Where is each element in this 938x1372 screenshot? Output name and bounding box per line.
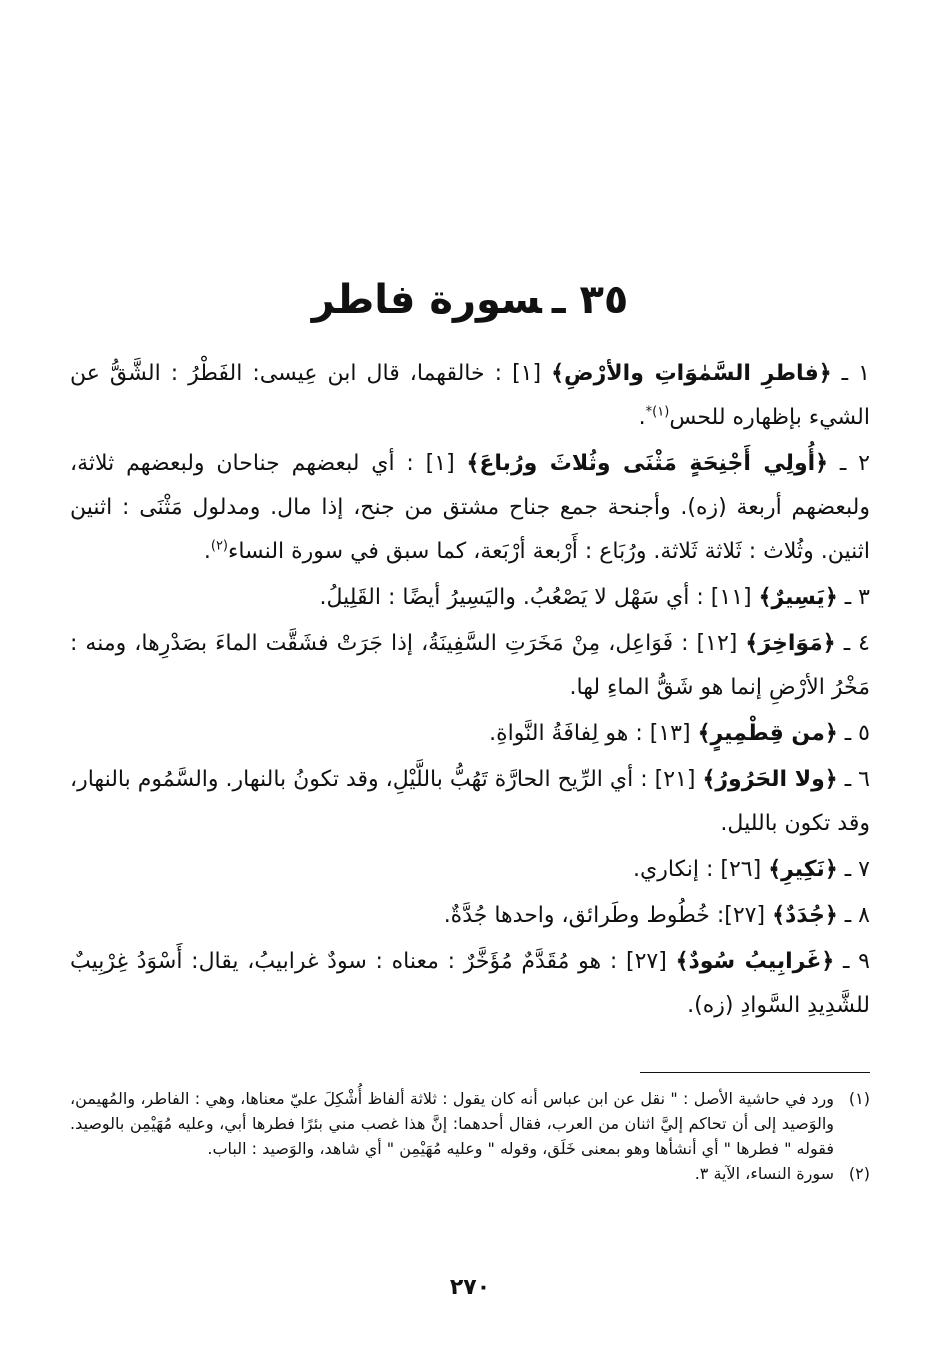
footnote-marker: (٢) [210, 538, 228, 554]
verse-ref: [٢٦] [720, 857, 762, 882]
entry-text: : هو مُقَدَّمٌ مُؤَخَّرٌ : معناه : سودٌ غرابيبُ، يقال: أَسْوَدُ غِرْبِيبٌ للشَّدِيدِ السَّوادِ (زه). [70, 949, 870, 1018]
quran-quote: ﴿أُولِي أَجْنِحَةٍ مَثْنَى وثُلاثَ ورُباعَ﴾ [466, 451, 829, 476]
verse-ref: [١] [425, 451, 455, 476]
footnote-number: (١) [848, 1089, 870, 1108]
gloss-entry [70, 758, 870, 846]
gloss-entry [70, 940, 870, 1028]
verse-ref: [١٣] [649, 721, 691, 746]
entry-text: : خالقهما، قال ابن عِيسى: الفَطْرُ : الشَّقُّ عن الشيء بإظهاره للحس [70, 361, 870, 430]
surah-heading [70, 275, 870, 325]
entry-index: ٩ ـ [843, 949, 870, 974]
page-number: ٢٧٠ [449, 1275, 491, 1300]
footnote-text: ورد في حاشية الأصل : " نقل عن ابن عباس أنه كان يقول : ثلاثة ألفاظ أُشْكِلَ عليّ معناها، وهي : الفاطر، والمُهيمن، والوَصيد إلى أن تحاكم إليَّ اثنان من العرب، فقال أحدهما: إنَّ هذا غصب مني بئرًا فطرها أبي، وعليه مُهَيْمِن بالوصيد. فقوله " فطرها " أي أنشأها وهو بمعنى خَلَق، وقوله " وعليه مُهَيْمِن " أي شاهد، والوَصيد : الباب. [70, 1089, 834, 1158]
entry-text: : إنكاري. [633, 857, 721, 882]
verse-ref: [١] [512, 361, 542, 386]
footnote-number: (٢) [848, 1164, 870, 1183]
quran-quote: ﴿نَكِيرِ﴾ [768, 857, 838, 882]
footnote [70, 1161, 870, 1186]
entry-index: ١ ـ [841, 361, 870, 386]
footnote [70, 1086, 870, 1161]
verse-ref: [٢٧] [626, 949, 667, 974]
verse-ref: [٢٧] [724, 903, 766, 928]
entry-index: ٨ ـ [844, 903, 870, 928]
quran-quote: ﴿ولا الحَرُورُ﴾ [702, 767, 838, 792]
verse-ref: [٢١] [654, 767, 696, 792]
verse-ref: [١٢] [696, 631, 738, 656]
gloss-entry [70, 622, 870, 710]
entry-index: ٣ ـ [844, 585, 870, 610]
gloss-entry [70, 352, 870, 440]
footnote-text: سورة النساء، الآية ٣. [694, 1164, 834, 1183]
entry-text: : خُطُوط وطَرائق، واحدها جُدَّةٌ. [443, 903, 725, 928]
surah-title: سورة فاطر [311, 276, 542, 323]
footnote-divider [640, 1072, 870, 1073]
quran-quote: ﴿يَسِيرٌ﴾ [758, 585, 838, 610]
entry-index: ٦ ـ [844, 767, 870, 792]
gloss-entries [70, 352, 870, 1030]
quran-quote: ﴿من قِطْمِيرٍ﴾ [697, 721, 838, 746]
entry-index: ٥ ـ [844, 721, 870, 746]
book-page [70, 0, 870, 1372]
entry-tail: . [203, 539, 211, 564]
quran-quote: ﴿فاطرِ السَّمٰوَاتِ والأرْضِ﴾ [551, 361, 832, 386]
footnote-marker: (١)* [645, 404, 670, 420]
entry-text: : أي الرِّيح الحارَّة تَهُبُّ باللَّيْلِ، وقد تكونُ بالنهار. والسَّمُوم بالنهار، وقد تكون بالليل. [70, 767, 870, 836]
entry-text: : هو لِفافَةُ النَّواةِ. [489, 721, 650, 746]
verse-ref: [١١] [710, 585, 752, 610]
gloss-entry [70, 442, 870, 574]
entry-index: ٤ ـ [843, 631, 870, 656]
quran-quote: ﴿غَرابِيبُ سُودٌ﴾ [675, 949, 835, 974]
entry-text: : أي لبعضهم جناحان ولبعضهم ثلاثة، ولبعضهم أربعة (زه). وأجنحة جمع جناح مشتق من جنح، إذا مال. ومدلول مَثْنَى : اثنين اثنين. وثُلاث : ثَلاثة ثَلاثة. ورُبَاع : أَرْبعة أرْبَعة، كما سبق في سورة النساء [70, 451, 870, 564]
footnotes [70, 1086, 870, 1186]
entry-text: : أي سَهْل لا يَصْعُبُ. واليَسِيرُ أيضًا : القَلِيلُ. [319, 585, 711, 610]
quran-quote: ﴿مَوَاخِرَ﴾ [745, 631, 836, 656]
entry-text: : فَوَاعِل، مِنْ مَخَرَتِ السَّفِينَةُ، إذا جَرَتْ فشَقَّت الماءَ بصَدْرِها، ومنه : مَخْرُ الأرْضِ إنما هو شَقُّ الماءِ لها. [70, 631, 870, 700]
gloss-entry [70, 576, 870, 620]
gloss-entry [70, 712, 870, 756]
quran-quote: ﴿جُدَدٌ﴾ [772, 903, 838, 928]
entry-tail: . [638, 405, 646, 430]
entry-index: ٢ ـ [839, 451, 870, 476]
gloss-entry [70, 848, 870, 892]
entry-index: ٧ ـ [844, 857, 870, 882]
surah-number: ٣٥ ـ [551, 276, 629, 323]
gloss-entry [70, 894, 870, 938]
